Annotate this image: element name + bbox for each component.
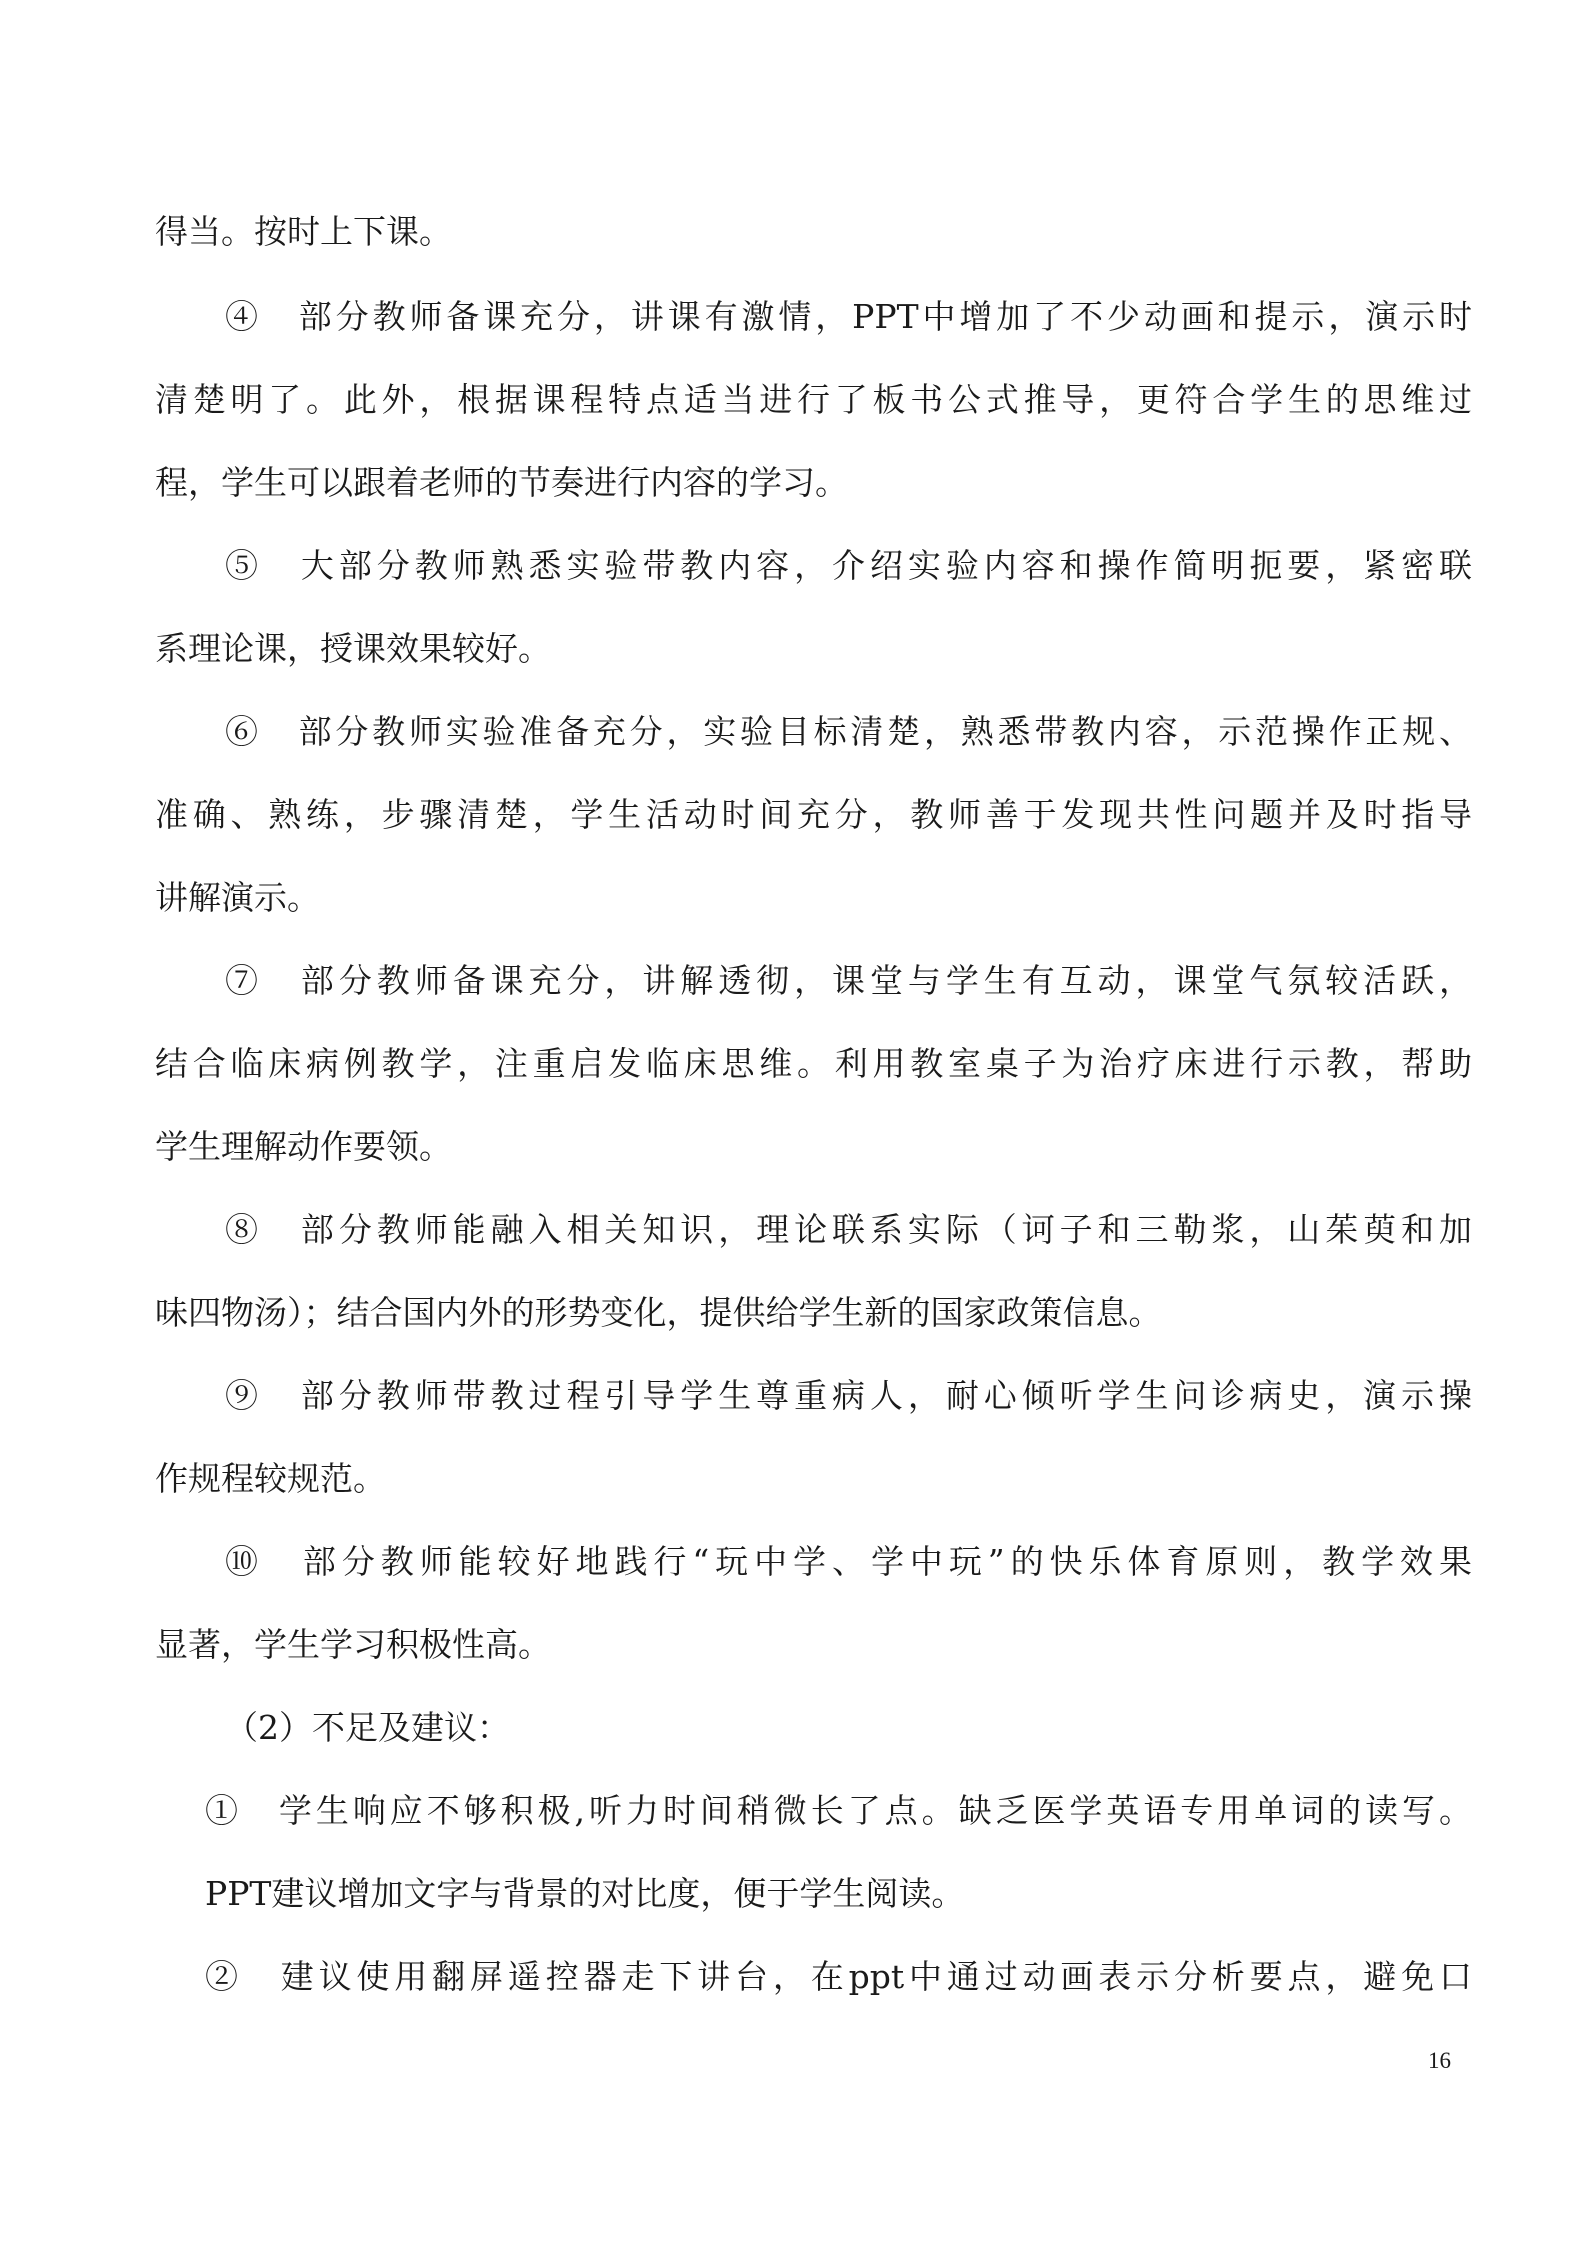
text-line-16: 作规程较规范。 (155, 1459, 386, 1498)
section-heading: （2）不足及建议： (225, 1708, 510, 1747)
text-line-5: ⑤ 大部分教师熟悉实验带教内容，介绍实验内容和操作简明扼要，紧密联 (225, 546, 1472, 585)
text-line-14: 味四物汤）；结合国内外的形势变化，提供给学生新的国家政策信息。 (155, 1293, 1162, 1332)
text-line-2: ④ 部分教师备课充分，讲课有激情，PPT中增加了不少动画和提示，演示时 (225, 297, 1472, 336)
text-line-17: ⑩ 部分教师能较好地践行“玩中学、学中玩”的快乐体育原则，教学效果 (225, 1542, 1472, 1581)
text-line-8: 准确、熟练，步骤清楚，学生活动时间充分，教师善于发现共性问题并及时指导 (155, 795, 1472, 834)
text-line-20: ① 学生响应不够积极,听力时间稍微长了点。缺乏医学英语专用单词的读写。 (205, 1791, 1472, 1830)
text-line-15: ⑨ 部分教师带教过程引导学生尊重病人，耐心倾听学生问诊病史，演示操 (225, 1376, 1472, 1415)
text-line-11: 结合临床病例教学，注重启发临床思维。利用教室桌子为治疗床进行示教，帮助 (155, 1044, 1472, 1083)
text-line-18: 显著，学生学习积极性高。 (155, 1625, 551, 1664)
text-line-9: 讲解演示。 (155, 878, 320, 917)
text-line-4: 程，学生可以跟着老师的节奏进行内容的学习。 (155, 463, 848, 502)
text-line-3: 清楚明了。此外，根据课程特点适当进行了板书公式推导，更符合学生的思维过 (155, 380, 1472, 419)
text-line-10: ⑦ 部分教师备课充分，讲解透彻，课堂与学生有互动，课堂气氛较活跃， (225, 961, 1472, 1000)
text-line-21: PPT建议增加文字与背景的对比度，便于学生阅读。 (205, 1874, 965, 1913)
text-line-7: ⑥ 部分教师实验准备充分，实验目标清楚，熟悉带教内容，示范操作正规、 (225, 712, 1472, 751)
text-line-13: ⑧ 部分教师能融入相关知识，理论联系实际（诃子和三勒浆，山茱萸和加 (225, 1210, 1472, 1249)
text-line-12: 学生理解动作要领。 (155, 1127, 452, 1166)
page-number: 16 (1428, 2048, 1451, 2073)
text-line-22: ② 建议使用翻屏遥控器走下讲台，在ppt中通过动画表示分析要点，避免口 (205, 1957, 1472, 1996)
text-line-6: 系理论课，授课效果较好。 (155, 629, 551, 668)
text-line-1: 得当。按时上下课。 (155, 212, 452, 251)
